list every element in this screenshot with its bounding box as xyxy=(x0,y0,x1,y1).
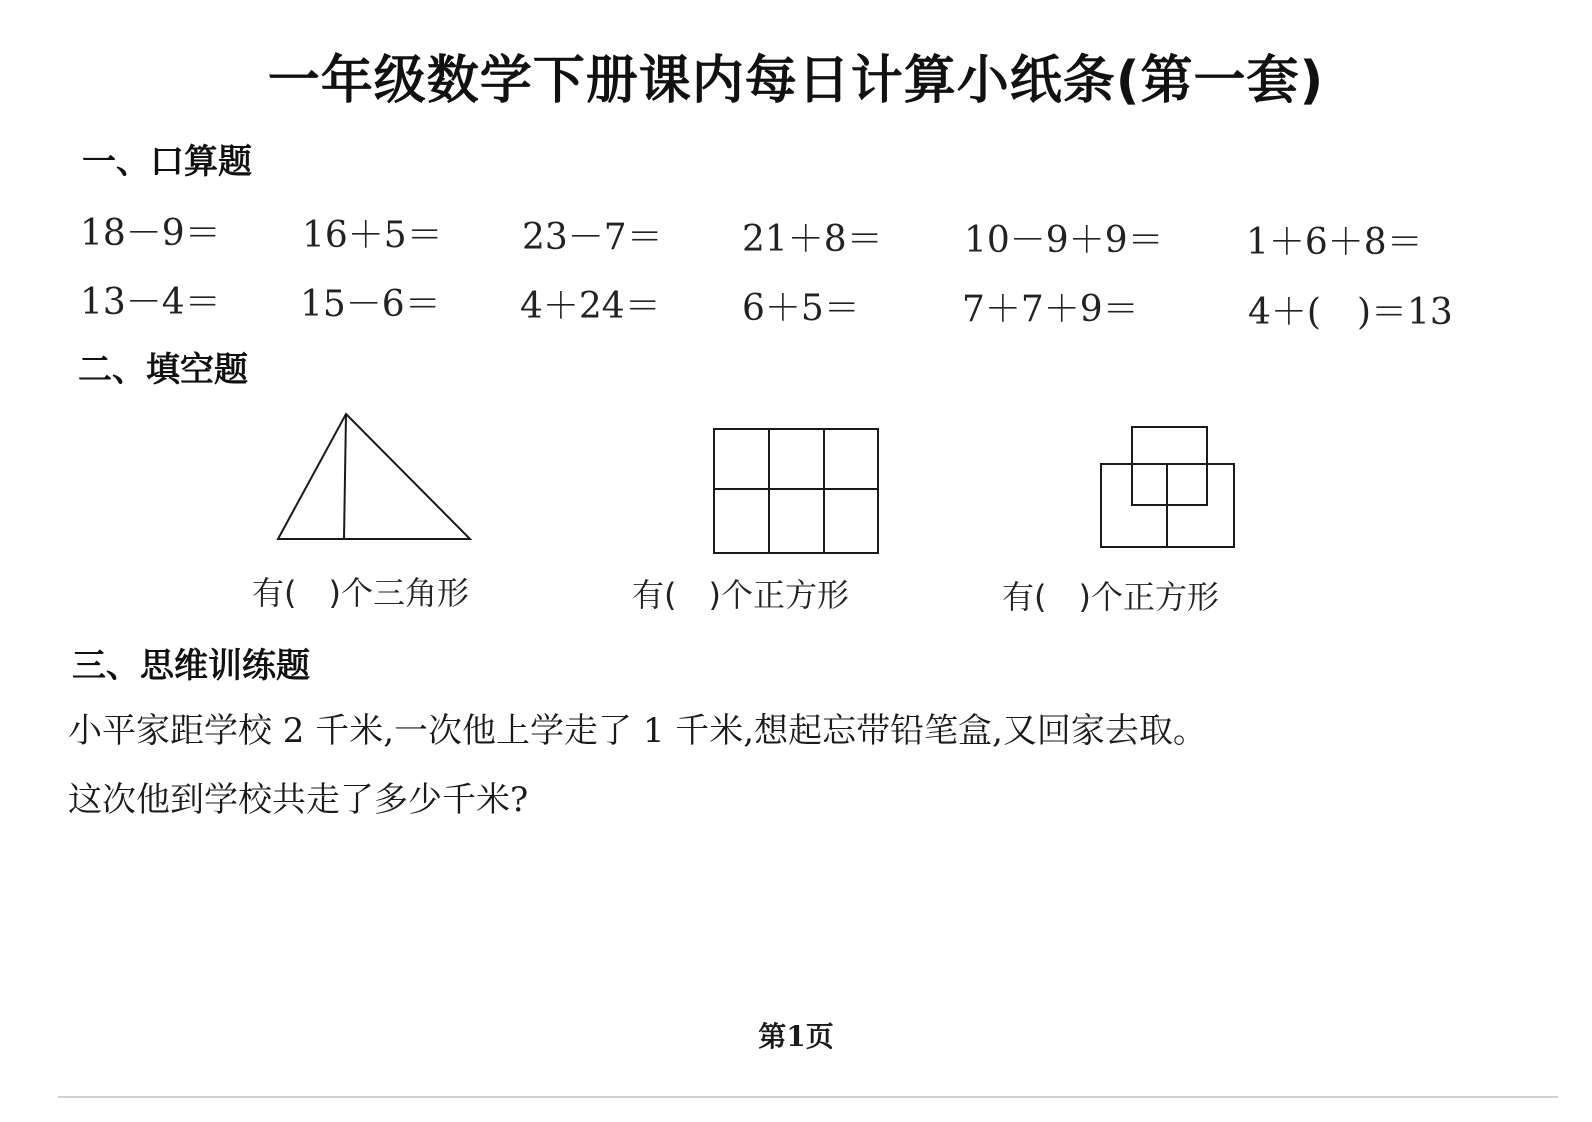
arithmetic-item: 13－4＝ xyxy=(80,282,221,323)
section-3-heading: 三、思维训练题 xyxy=(72,646,310,686)
page-title: 一年级数学下册课内每日计算小纸条(第一套) xyxy=(267,51,1325,111)
section-1-heading: 一、口算题 xyxy=(82,142,252,182)
arithmetic-item: 4＋( )＝13 xyxy=(1248,292,1453,333)
arithmetic-item: 16＋5＝ xyxy=(302,215,443,256)
square-count-caption: 有( )个正方形 xyxy=(632,576,849,614)
word-problem-line-1: 小平家距学校 2 千米,一次他上学走了 1 千米,想起忘带铅笔盒,又回家去取。 xyxy=(68,711,1207,751)
word-problem-line-2: 这次他到学校共走了多少千米? xyxy=(68,780,529,820)
arithmetic-item: 21＋8＝ xyxy=(742,219,883,260)
arithmetic-item: 7＋7＋9＝ xyxy=(962,289,1139,330)
rectangle-grid-figure xyxy=(712,427,884,557)
arithmetic-item: 1＋6＋8＝ xyxy=(1246,222,1423,263)
arithmetic-item: 23－7＝ xyxy=(522,217,663,258)
arithmetic-item: 18－9＝ xyxy=(80,213,221,254)
triangle-count-caption: 有( )个三角形 xyxy=(252,574,469,612)
arithmetic-item: 4＋24＝ xyxy=(520,286,661,327)
page-number: 第1页 xyxy=(758,1020,834,1053)
arithmetic-item: 10－9＋9＝ xyxy=(964,220,1164,261)
overlapping-squares-figure xyxy=(1099,425,1239,551)
triangle-figure xyxy=(276,412,476,542)
square-count-caption: 有( )个正方形 xyxy=(1002,578,1219,616)
bottom-rule xyxy=(58,1096,1558,1098)
arithmetic-item: 6＋5＝ xyxy=(742,288,860,329)
arithmetic-item: 15－6＝ xyxy=(300,284,441,325)
section-2-heading: 二、填空题 xyxy=(78,350,248,390)
